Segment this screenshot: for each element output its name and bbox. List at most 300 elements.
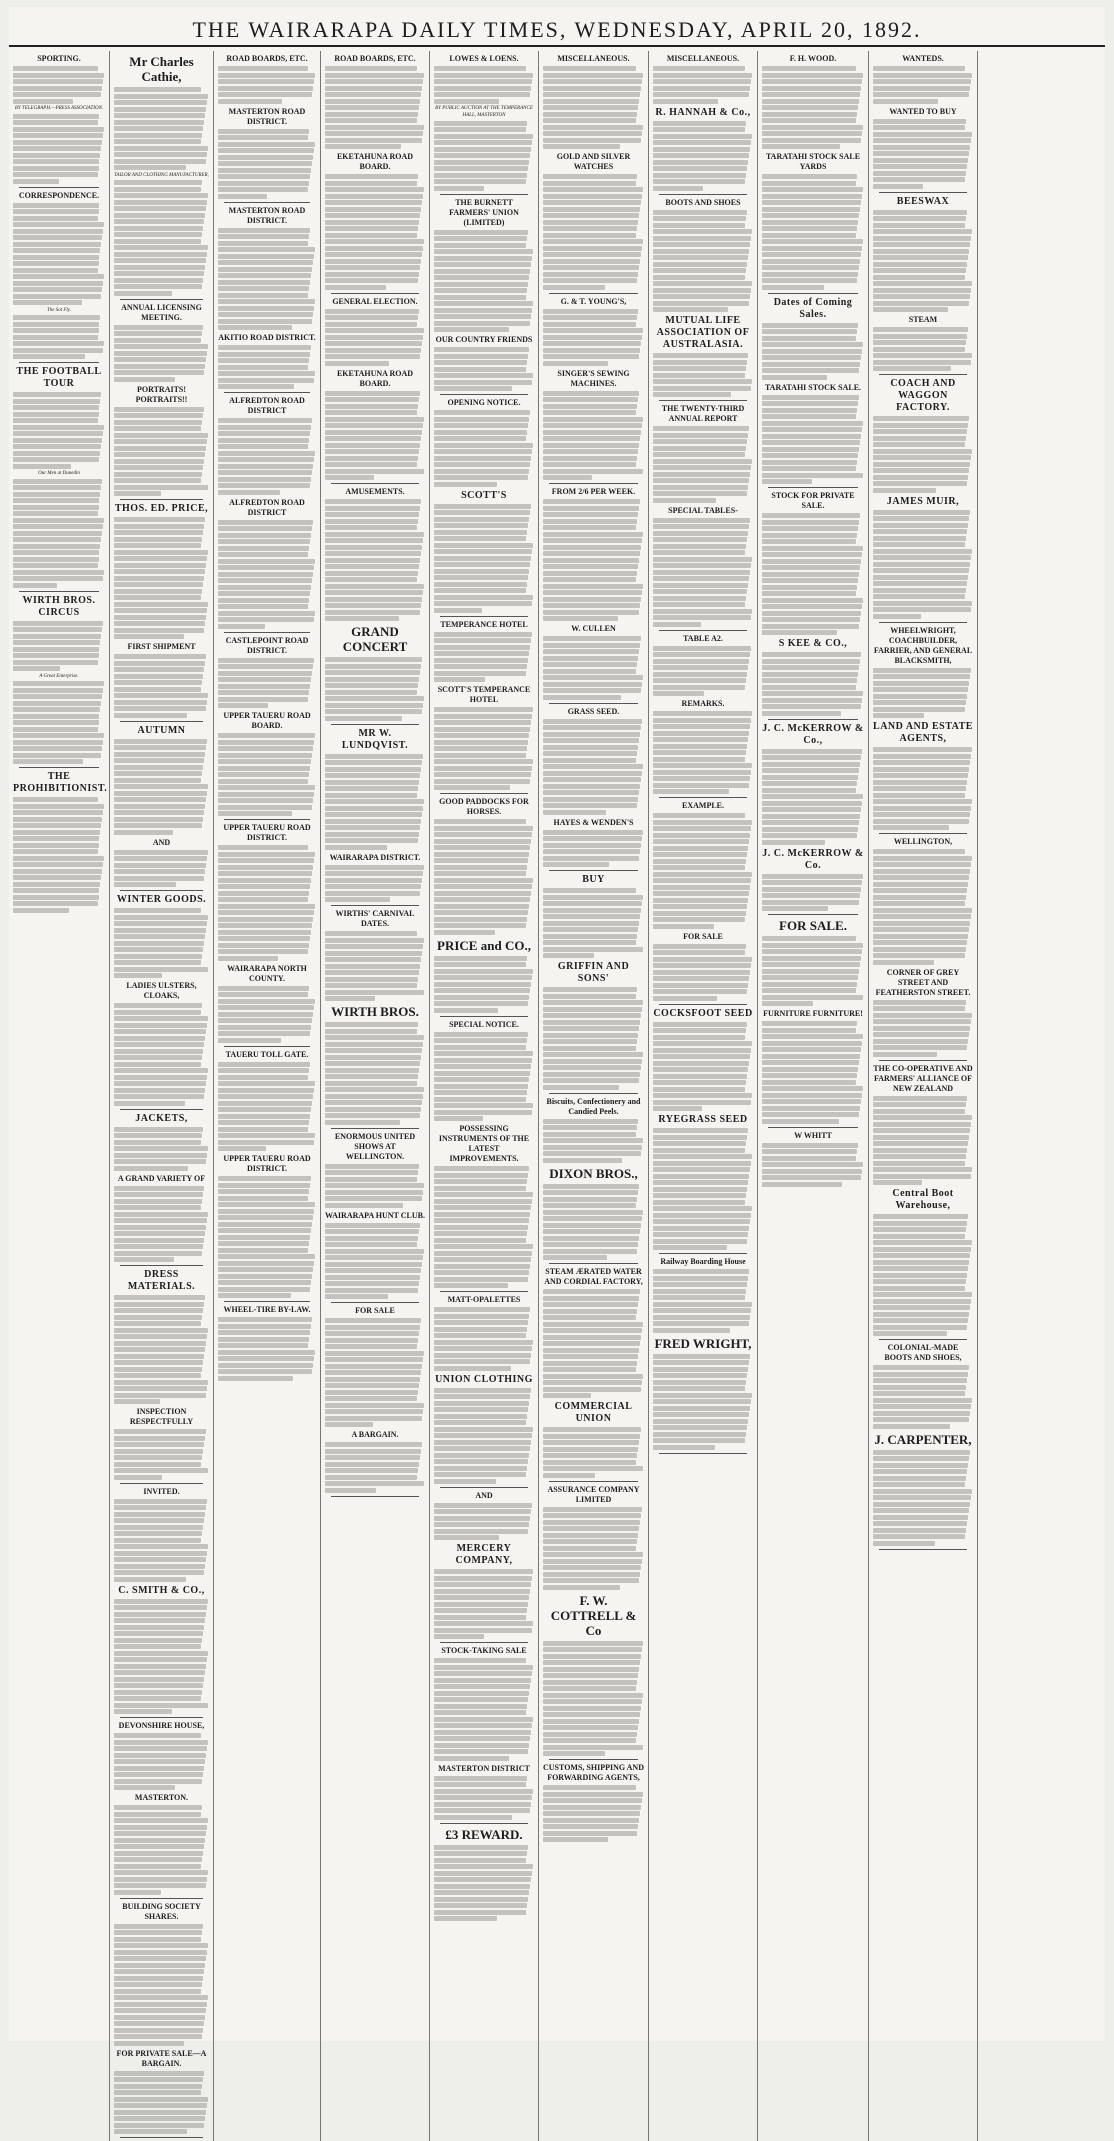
column-heading: ROAD BOARDS, ETC. xyxy=(226,54,308,63)
column-heading: AND xyxy=(152,837,171,847)
body-text xyxy=(218,418,316,495)
column-heading: JACKETS, xyxy=(135,1112,188,1124)
body-text xyxy=(543,1641,644,1757)
divider xyxy=(224,632,310,633)
body-text xyxy=(13,315,105,359)
body-text xyxy=(325,309,425,366)
body-text xyxy=(434,1032,534,1122)
column-3 xyxy=(214,51,321,2141)
divider xyxy=(659,194,747,195)
body-text xyxy=(114,739,209,835)
column-heading: COACH AND WAGGON FACTORY. xyxy=(890,378,956,413)
column-5 xyxy=(430,51,539,2141)
column-heading: WIRTH BROS. CIRCUS xyxy=(22,594,96,618)
column-heading: LADIES ULSTERS, CLOAKS, xyxy=(126,981,197,1000)
column-heading: CASTLEPOINT ROAD DISTRICT. xyxy=(225,635,309,655)
divider xyxy=(549,483,638,484)
body-text xyxy=(114,1733,209,1790)
divider xyxy=(224,819,310,820)
column-heading: MISCELLANEOUS. xyxy=(666,54,740,63)
body-text xyxy=(434,230,534,333)
column-9 xyxy=(869,51,978,2141)
body-text xyxy=(114,1805,209,1895)
column-heading: ROAD BOARDS, ETC. xyxy=(334,54,416,63)
divider xyxy=(120,299,203,300)
newspaper-page xyxy=(9,7,1105,2068)
body-text xyxy=(218,1176,316,1298)
divider xyxy=(440,1642,528,1643)
column-1 xyxy=(9,51,110,2141)
body-text xyxy=(434,66,534,104)
column-heading: AKITIO ROAD DISTRICT. xyxy=(218,333,316,342)
body-text xyxy=(653,66,753,104)
body-text xyxy=(13,203,105,306)
divider xyxy=(879,192,967,193)
divider xyxy=(549,1759,638,1760)
column-heading: BY TELEGRAPH.—PRESS ASSOCIATION. xyxy=(14,106,104,111)
body-text xyxy=(543,719,644,815)
column-heading: THE CO-OPERATIVE AND FARMERS' ALLIANCE OF NEW ZEALAND xyxy=(873,1063,973,1093)
body-text xyxy=(218,345,316,389)
column-heading: MASTERTON DISTRICT xyxy=(438,1763,530,1773)
body-text xyxy=(13,114,105,184)
body-text xyxy=(873,849,973,965)
body-text xyxy=(653,1269,753,1333)
column-2 xyxy=(110,51,214,2141)
column-heading: STOCK-TAKING SALE xyxy=(441,1646,527,1655)
column-heading: SCOTT'S xyxy=(461,489,507,501)
column-heading: COMMERCIAL UNION xyxy=(554,1401,633,1424)
body-text xyxy=(873,210,973,313)
body-text xyxy=(762,749,864,845)
body-text xyxy=(762,323,864,380)
column-heading: DEVONSHIRE HOUSE, xyxy=(118,1721,205,1730)
column-heading: TARATAHI STOCK SALE. xyxy=(764,382,862,392)
body-text xyxy=(434,632,534,683)
body-text xyxy=(114,325,209,382)
body-text xyxy=(218,66,316,104)
body-text xyxy=(218,658,316,709)
divider xyxy=(120,1109,203,1110)
divider xyxy=(331,1302,419,1303)
body-text xyxy=(653,518,753,627)
body-text xyxy=(218,845,316,961)
body-text xyxy=(218,1317,316,1381)
divider xyxy=(768,719,858,720)
column-heading: CORNER OF GREY STREET AND FEATHERSTON STREET. xyxy=(875,967,971,997)
body-text xyxy=(873,1000,973,1057)
column-heading: J. C. McKERROW & Co. xyxy=(762,847,864,871)
column-heading: Central Boot Warehouse, xyxy=(892,1188,954,1211)
column-heading: G. & T. YOUNG'S, xyxy=(560,296,627,306)
body-text xyxy=(114,850,209,888)
column-heading: THE TWENTY-THIRD ANNUAL REPORT xyxy=(661,404,745,423)
body-text xyxy=(114,1127,209,1171)
column-heading: WAIRARAPA DISTRICT. xyxy=(329,852,421,862)
divider xyxy=(331,724,419,725)
body-text xyxy=(543,1427,644,1478)
body-text xyxy=(13,392,105,469)
divider xyxy=(659,797,747,798)
divider xyxy=(120,1265,203,1266)
body-text xyxy=(873,1096,973,1186)
column-heading: LAND AND ESTATE AGENTS, xyxy=(873,721,973,744)
divider xyxy=(879,833,967,834)
column-grid xyxy=(9,51,1105,2068)
divider xyxy=(440,793,528,794)
column-heading: GRASS SEED. xyxy=(567,706,620,716)
column-heading: TABLE A2. xyxy=(683,633,723,643)
column-heading: MR W. LUNDQVIST. xyxy=(341,727,409,751)
column-heading: W. CULLEN xyxy=(571,624,616,633)
body-text xyxy=(873,66,973,104)
body-text xyxy=(434,819,534,935)
column-heading: UPPER TAUERU ROAD DISTRICT. xyxy=(223,823,311,842)
column-heading: BY PUBLIC AUCTION AT THE TEMPERANCE HALL, MASTERTON xyxy=(435,106,533,118)
column-heading: WELLINGTON, xyxy=(893,837,953,846)
column-heading: MISCELLANEOUS. xyxy=(557,54,630,63)
body-text xyxy=(873,327,973,371)
divider xyxy=(224,1046,310,1047)
divider xyxy=(19,187,99,188)
body-text xyxy=(653,944,753,1001)
column-heading: THOS. ED. PRICE, xyxy=(114,503,209,514)
column-heading: SPORTING. xyxy=(37,54,81,63)
column-heading: UPPER TAUERU ROAD DISTRICT. xyxy=(223,1154,311,1173)
column-heading: TEMPERANCE HOTEL xyxy=(440,619,528,629)
body-text xyxy=(543,1507,644,1590)
body-text xyxy=(543,391,644,481)
column-heading: DIXON BROS., xyxy=(549,1165,638,1181)
body-text xyxy=(218,733,316,816)
column-heading: SPECIAL TABLES- xyxy=(668,505,738,515)
divider xyxy=(440,616,528,617)
body-text xyxy=(325,391,425,481)
column-heading: MASTERTON ROAD DISTRICT. xyxy=(228,106,306,126)
body-text xyxy=(543,888,644,958)
body-text xyxy=(434,707,534,790)
masthead xyxy=(9,7,1105,47)
column-heading: ENORMOUS UNITED SHOWS AT WELLINGTON. xyxy=(334,1131,416,1161)
column-heading: RYEGRASS SEED xyxy=(658,1114,748,1125)
column-heading: UNION CLOTHING xyxy=(435,1373,533,1385)
body-text xyxy=(762,395,864,485)
body-text xyxy=(114,407,209,497)
body-text xyxy=(325,865,425,903)
divider xyxy=(549,870,638,871)
column-heading: CUSTOMS, SHIPPING AND FORWARDING AGENTS, xyxy=(543,1763,644,1782)
column-heading: WIRTHS' CARNIVAL DATES. xyxy=(335,909,415,928)
column-heading: ALFREDTON ROAD DISTRICT xyxy=(229,497,305,517)
column-heading: THE PROHIBITIONIST. xyxy=(13,771,108,794)
body-text xyxy=(218,228,316,331)
divider xyxy=(659,1253,747,1254)
column-heading: TAILOR AND CLOTHING MANUFACTURER, xyxy=(114,172,209,178)
column-heading: SPECIAL NOTICE. xyxy=(449,1019,519,1029)
column-heading: Our Men at Dunedin xyxy=(38,471,80,476)
body-text xyxy=(873,1450,973,1546)
body-text xyxy=(325,1223,425,1300)
body-text xyxy=(762,1021,864,1124)
body-text xyxy=(114,1003,209,1106)
divider xyxy=(879,1549,967,1550)
column-heading: GRIFFIN AND SONS' xyxy=(557,961,630,984)
column-heading: A Great Enterprise. xyxy=(39,673,79,679)
column-heading: EKETAHUNA ROAD BOARD. xyxy=(336,368,414,388)
column-heading: STEAM xyxy=(908,315,938,324)
column-heading: A BARGAIN. xyxy=(351,1430,399,1439)
body-text xyxy=(114,180,209,296)
body-text xyxy=(325,1022,425,1125)
body-text xyxy=(543,1785,644,1842)
body-text xyxy=(762,1143,864,1187)
column-heading: TAUERU TOLL GATE. xyxy=(225,1049,309,1059)
body-text xyxy=(218,986,316,1043)
body-text xyxy=(218,1062,316,1152)
column-heading: INVITED. xyxy=(143,1486,180,1496)
column-heading: FOR SALE. xyxy=(779,918,847,933)
divider xyxy=(224,392,310,393)
body-text xyxy=(873,119,973,189)
divider xyxy=(549,293,638,294)
column-heading: COCKSFOOT SEED xyxy=(653,1007,753,1019)
column-heading: JAMES MUIR, xyxy=(886,495,960,507)
divider xyxy=(331,1496,419,1497)
column-heading: MASTERTON. xyxy=(134,1793,189,1802)
body-text xyxy=(762,874,864,912)
body-text xyxy=(434,1658,534,1761)
column-heading: MERCERY COMPANY, xyxy=(455,1543,513,1566)
column-heading: UPPER TAUERU ROAD BOARD. xyxy=(223,711,311,730)
body-text xyxy=(114,654,209,718)
divider xyxy=(120,721,203,722)
column-heading: A GRAND VARIETY OF xyxy=(117,1173,206,1183)
column-heading: Mr Charles Cathie, xyxy=(129,54,194,84)
body-text xyxy=(218,129,316,199)
column-heading: REMARKS. xyxy=(681,699,725,708)
divider xyxy=(331,1128,419,1129)
column-heading: OUR COUNTRY FRIENDS xyxy=(435,335,533,344)
body-text xyxy=(543,309,644,366)
divider xyxy=(659,630,747,631)
divider xyxy=(120,1717,203,1718)
body-text xyxy=(543,636,644,700)
divider xyxy=(440,1823,528,1824)
divider xyxy=(879,1339,967,1340)
column-7 xyxy=(649,51,758,2141)
column-heading: BEESWAX xyxy=(896,195,950,207)
body-text xyxy=(114,517,209,639)
body-text xyxy=(13,621,105,672)
masthead-title: THE WAIRARAPA DAILY TIMES, WEDNESDAY, APRIL 20, 1892. xyxy=(192,17,922,42)
body-text xyxy=(434,1166,534,1288)
column-heading: THE BURNETT FARMERS' UNION (LIMITED) xyxy=(449,197,519,227)
column-10 xyxy=(978,51,1088,2141)
column-heading: POSSESSING INSTRUMENTS OF THE LATEST IMPROVEMENTS. xyxy=(438,1124,530,1163)
body-text xyxy=(434,410,534,487)
body-text xyxy=(543,66,644,149)
body-text xyxy=(434,1307,534,1371)
body-text xyxy=(653,646,753,697)
column-heading: AMUSEMENTS. xyxy=(345,487,405,496)
divider xyxy=(440,394,528,395)
column-heading: Biscuits, Confectionery and Candied Peels. xyxy=(546,1096,641,1116)
body-text xyxy=(325,657,425,721)
body-text xyxy=(543,1289,644,1398)
body-text xyxy=(325,1442,425,1493)
body-text xyxy=(434,347,534,391)
body-text xyxy=(653,353,753,397)
body-text xyxy=(653,426,753,503)
column-4 xyxy=(321,51,430,2141)
column-heading: OPENING NOTICE. xyxy=(447,398,521,407)
column-heading: AUTUMN xyxy=(137,724,186,736)
column-heading: Railway Boarding House xyxy=(660,1257,746,1266)
body-text xyxy=(653,711,753,794)
body-text xyxy=(653,813,753,929)
body-text xyxy=(434,121,534,191)
column-heading: F. W. COTTRELL & Co xyxy=(550,1592,637,1638)
column-heading: PORTRAITS! PORTRAITS!! xyxy=(135,384,188,404)
divider xyxy=(224,202,310,203)
column-heading: WANTEDS. xyxy=(902,54,944,63)
divider xyxy=(768,914,858,915)
column-heading: GRAND CONCERT xyxy=(342,624,408,654)
body-text xyxy=(873,416,973,493)
body-text xyxy=(114,1295,209,1404)
body-text xyxy=(325,754,425,850)
column-heading: WAIRARAPA NORTH COUNTY. xyxy=(227,963,307,983)
body-text xyxy=(543,830,644,868)
body-text xyxy=(543,1119,644,1163)
divider xyxy=(331,483,419,484)
column-heading: WHEELWRIGHT, COACHBUILDER, FARRIER, AND GENERAL BLACKSMITH, xyxy=(873,625,973,665)
body-text xyxy=(653,121,753,191)
column-heading: C. SMITH & CO., xyxy=(118,1584,205,1596)
divider xyxy=(19,362,99,363)
column-heading: EXAMPLE. xyxy=(682,801,724,810)
column-heading: MASTERTON ROAD DISTRICT. xyxy=(228,205,306,225)
body-text xyxy=(114,1186,209,1263)
column-heading: FIRST SHIPMENT xyxy=(127,642,196,651)
divider xyxy=(549,1263,638,1264)
divider xyxy=(120,499,203,500)
divider xyxy=(879,1060,967,1061)
divider xyxy=(549,1093,638,1094)
column-heading: EKETAHUNA ROAD BOARD. xyxy=(336,152,414,171)
body-text xyxy=(114,1924,209,2046)
column-heading: MATT-OPALETTES xyxy=(447,1295,521,1304)
divider xyxy=(659,1453,747,1454)
column-heading: WIRTH BROS. xyxy=(331,1004,419,1019)
body-text xyxy=(114,908,209,978)
column-heading: STEAM ÆRATED WATER AND CORDIAL FACTORY, xyxy=(544,1267,643,1286)
body-text xyxy=(434,504,534,613)
column-heading: PRICE and CO., xyxy=(437,937,531,953)
column-heading: SCOTT'S TEMPERANCE HOTEL xyxy=(437,685,531,704)
body-text xyxy=(114,87,209,170)
body-text xyxy=(762,66,864,149)
body-text xyxy=(762,652,864,716)
divider xyxy=(120,1483,203,1484)
divider xyxy=(19,591,99,592)
divider xyxy=(879,374,967,375)
body-text xyxy=(13,681,105,764)
body-text xyxy=(873,510,973,619)
divider xyxy=(879,622,967,623)
body-text xyxy=(762,936,864,1006)
column-heading: THE FOOTBALL TOUR xyxy=(16,366,102,389)
column-heading: HAYES & WENDEN'S xyxy=(553,817,634,827)
divider xyxy=(19,767,99,768)
divider xyxy=(331,905,419,906)
column-heading: ALFREDTON ROAD DISTRICT xyxy=(229,396,305,415)
column-heading: AND xyxy=(475,1490,493,1500)
divider xyxy=(120,890,203,891)
column-heading: CORRESPONDENCE. xyxy=(18,190,100,200)
body-text xyxy=(13,66,105,104)
body-text xyxy=(325,66,425,149)
column-heading: STOCK FOR PRIVATE SALE. xyxy=(771,491,855,510)
body-text xyxy=(762,513,864,635)
column-heading: £3 REWARD. xyxy=(445,1826,523,1842)
column-heading: BUILDING SOCIETY SHARES. xyxy=(122,1901,201,1921)
body-text xyxy=(218,520,316,629)
divider xyxy=(549,1481,638,1482)
column-heading: WHEEL-TIRE BY-LAW. xyxy=(223,1305,311,1314)
body-text xyxy=(653,1354,753,1450)
body-text xyxy=(653,1128,753,1250)
column-heading: SINGER'S SEWING MACHINES. xyxy=(557,368,630,388)
column-heading: The Sot Fly. xyxy=(46,307,72,313)
body-text xyxy=(114,1429,209,1480)
column-heading: J. CARPENTER, xyxy=(874,1431,972,1447)
column-6 xyxy=(539,51,649,2141)
body-text xyxy=(873,1365,973,1429)
divider xyxy=(659,1004,747,1005)
column-heading: FRED WRIGHT, xyxy=(654,1335,752,1351)
column-heading: WINTER GOODS. xyxy=(116,894,207,905)
divider xyxy=(440,194,528,195)
body-text xyxy=(543,1184,644,1261)
body-text xyxy=(114,2071,209,2135)
body-text xyxy=(325,1164,425,1208)
column-heading: INSPECTION RESPECTFULLY xyxy=(129,1407,194,1426)
divider xyxy=(768,487,858,488)
divider xyxy=(120,1898,203,1899)
column-heading: J. C. McKERROW & Co., xyxy=(762,722,864,746)
body-text xyxy=(543,499,644,621)
body-text xyxy=(873,747,973,830)
body-text xyxy=(873,668,973,719)
column-heading: R. HANNAH & Co., xyxy=(655,106,751,118)
body-text xyxy=(434,1845,534,1922)
column-heading: LOWES & LOENS. xyxy=(449,54,519,63)
column-heading: FOR PRIVATE SALE—A BARGAIN. xyxy=(116,2048,207,2068)
column-heading: MUTUAL LIFE ASSOCIATION OF AUSTRALASIA. xyxy=(656,315,750,350)
divider xyxy=(120,2137,203,2138)
column-heading: FURNITURE FURNITURE! xyxy=(763,1009,863,1018)
column-heading: WANTED TO BUY xyxy=(889,106,957,116)
column-8 xyxy=(758,51,869,2141)
divider xyxy=(659,400,747,401)
body-text xyxy=(434,1776,534,1820)
column-heading: FOR SALE xyxy=(355,1306,395,1315)
column-heading: TARATAHI STOCK SALE YARDS xyxy=(765,152,861,171)
body-text xyxy=(543,174,644,290)
body-text xyxy=(873,1214,973,1336)
body-text xyxy=(325,499,425,621)
